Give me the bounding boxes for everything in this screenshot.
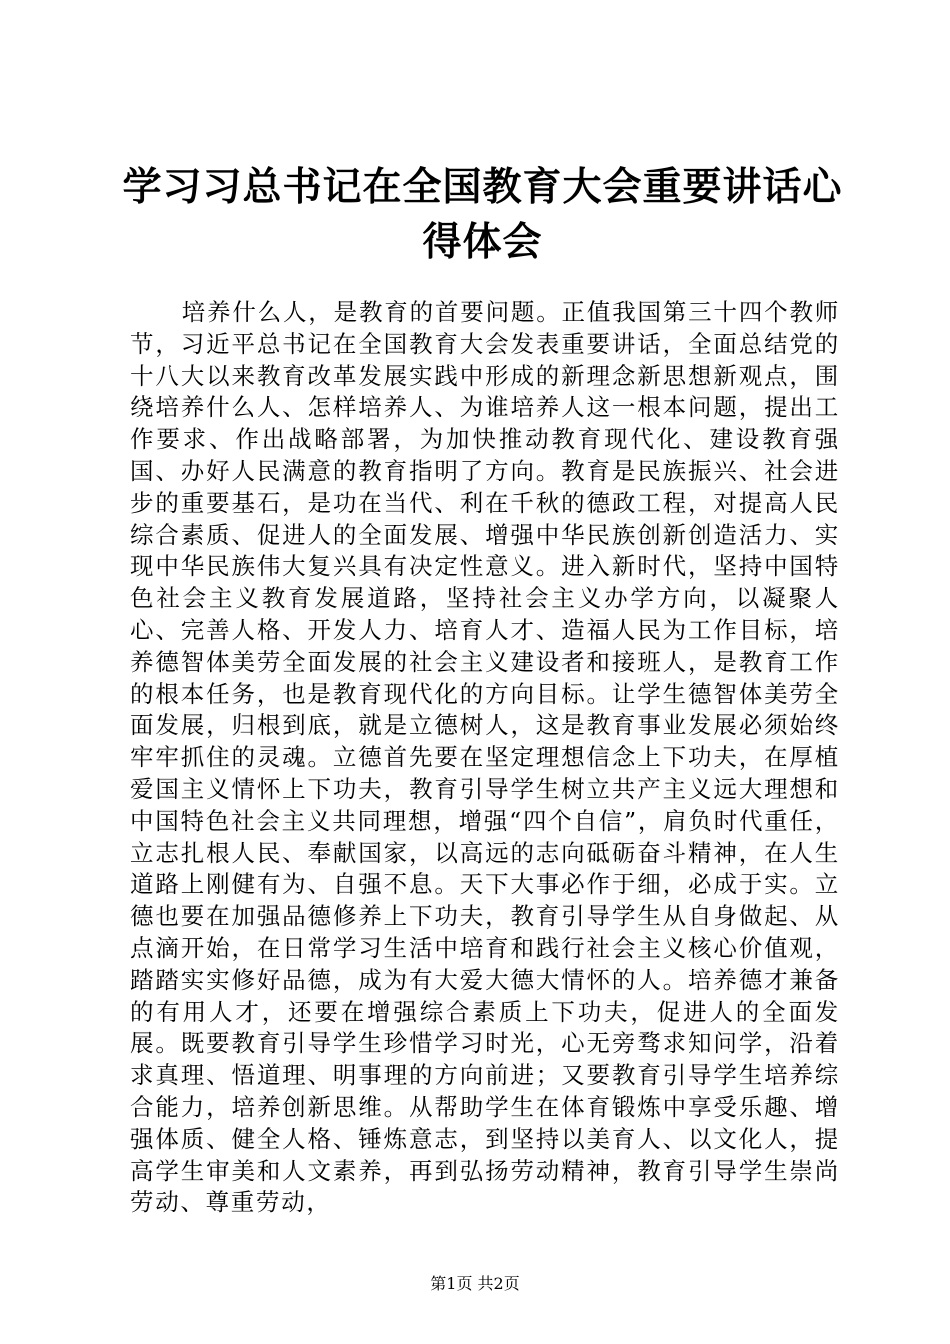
page-number-footer: 第1页 共2页 [430,1274,520,1293]
document-title: 学习习总书记在全国教育大会重要讲话心得体会 [122,165,843,265]
document-body-paragraph: 培养什么人，是教育的首要问题。正值我国第三十四个教师节，习近平总书记在全国教育大会发表重要讲话，全面总结党的十八大以来教育改革发展实践中形成的新理念新思想新观点，围绕培养什么人、怎样培养人、为谁培养人这一根本问题，提出工作要求、作出战略部署，为加快推动教育现代化、建设教育强国、办好人民满意的教育指明了方向。教育是民族振兴、社会进步的重要基石，是功在当代、利在千秋的德政工程，对提高人民综合素质、促进人的全面发展、增强中华民族创新创造活力、实现中华民族伟大复兴具有决定性意义。进入新时代，坚持中国特色社会主义教育发展道路，坚持社会主义办学方向，以凝聚人心、完善人格、开发人力、培育人才、造福人民为工作目标，培养德智体美劳全面发展的社会主义建设者和接班人，是教育工作的根本任务，也是教育现代化的方向目标。让学生德智体美劳全面发展，归根到底，就是立德树人，这是教育事业发展必须始终牢牢抓住的灵魂。立德首先要在坚定理想信念上下功夫，在厚植爱国主义情怀上下功夫，教育引导学生树立共产主义远大理想和中国特色社会主义共同理想，增强“四个自信”，肩负时代重任，立志扎根人民、奉献国家，以高远的志向砥砺奋斗精神，在人生道路上刚健有为、自强不息。天下大事必作于细，必成于实。立德也要在加强品德修养上下功夫，教育引导学生从自身做起、从点滴开始，在日常学习生活中培育和践行社会主义核心价值观，踏踏实实修好品德，成为有大爱大德大情怀的人。培养德才兼备的有用人才，还要在增强综合素质上下功夫，促进人的全面发展。既要教育引导学生珍惜学习时光，心无旁骛求知问学，沿着求真理、悟道理、明事理的方向前进；又要教育引导学生培养综合能力，培养创新思维。从帮助学生在体育锻炼中享受乐趣、增强体质、健全人格、锤炼意志，到坚持以美育人、以文化人，提高学生审美和人文素养，再到弘扬劳动精神，教育引导学生崇尚劳动、尊重劳动， [130,298,840,1217]
